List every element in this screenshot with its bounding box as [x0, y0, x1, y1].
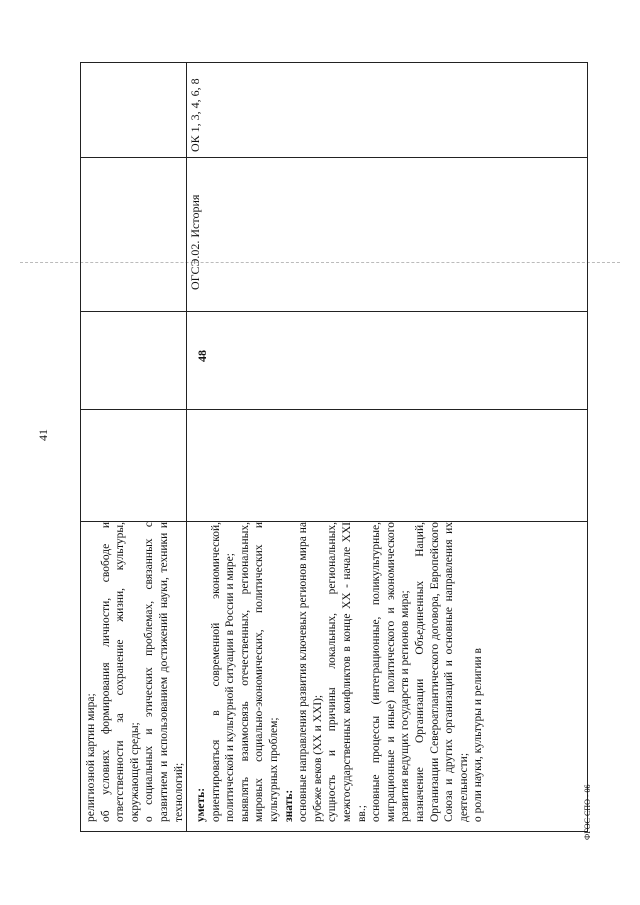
- skills-text: [194, 522, 486, 822]
- column-divider-hours: [81, 409, 587, 410]
- umet-item: ориентироваться в современной экономической, политической и культурной ситуации в России и мире;: [209, 522, 237, 822]
- competence-codes: ОК 1, 3, 4, 6, 8: [188, 78, 202, 152]
- page-number: 41: [36, 429, 50, 441]
- footer-code: ФГОС СПО - 06: [583, 784, 592, 840]
- column-divider-discipline: [81, 311, 587, 312]
- prev-row-text: [84, 522, 186, 822]
- znat-item: основные направления развития ключевых регионов мира на рубеже веков (XX и XXI);: [297, 522, 324, 822]
- hours-value: 48: [195, 350, 209, 362]
- znat-item: о роли науки, культуры и религии в: [472, 648, 485, 822]
- discipline-code: ОГСЭ.02. История: [188, 194, 202, 290]
- znat-item: основные процессы (интеграционные, поликультурные, миграционные и иные) политического и экономического развития ведущих государств и регионов мира;: [370, 522, 412, 822]
- prev-row-line: религиозной картин мира;: [85, 693, 97, 822]
- znat-label: знать:: [282, 789, 295, 822]
- znat-item: сущность и причины локальных, региональных, межгосударственных конфликтов в конце XX - начале XXI вв.;: [326, 522, 368, 822]
- prev-row-line: о социальных и этических проблемах, связанных с развитием и использованием достижений науки, техники и технологий;: [143, 522, 185, 822]
- umet-item: выявлять взаимосвязь отечественных, региональных, мировых социально-экономических, политических и культурных проблем;: [238, 522, 280, 822]
- prev-row-line: об условиях формирования личности, свободе и ответственности за сохранение жизни, культуры, окружающей среды;: [99, 522, 141, 822]
- column-divider-competences: [81, 157, 587, 158]
- znat-item: назначение Организации Объединенных Наций, Организации Североатлантического договора, Европейского Союза и других организаций и основные направления их деятельности;: [413, 522, 470, 822]
- umet-label: уметь:: [195, 787, 207, 822]
